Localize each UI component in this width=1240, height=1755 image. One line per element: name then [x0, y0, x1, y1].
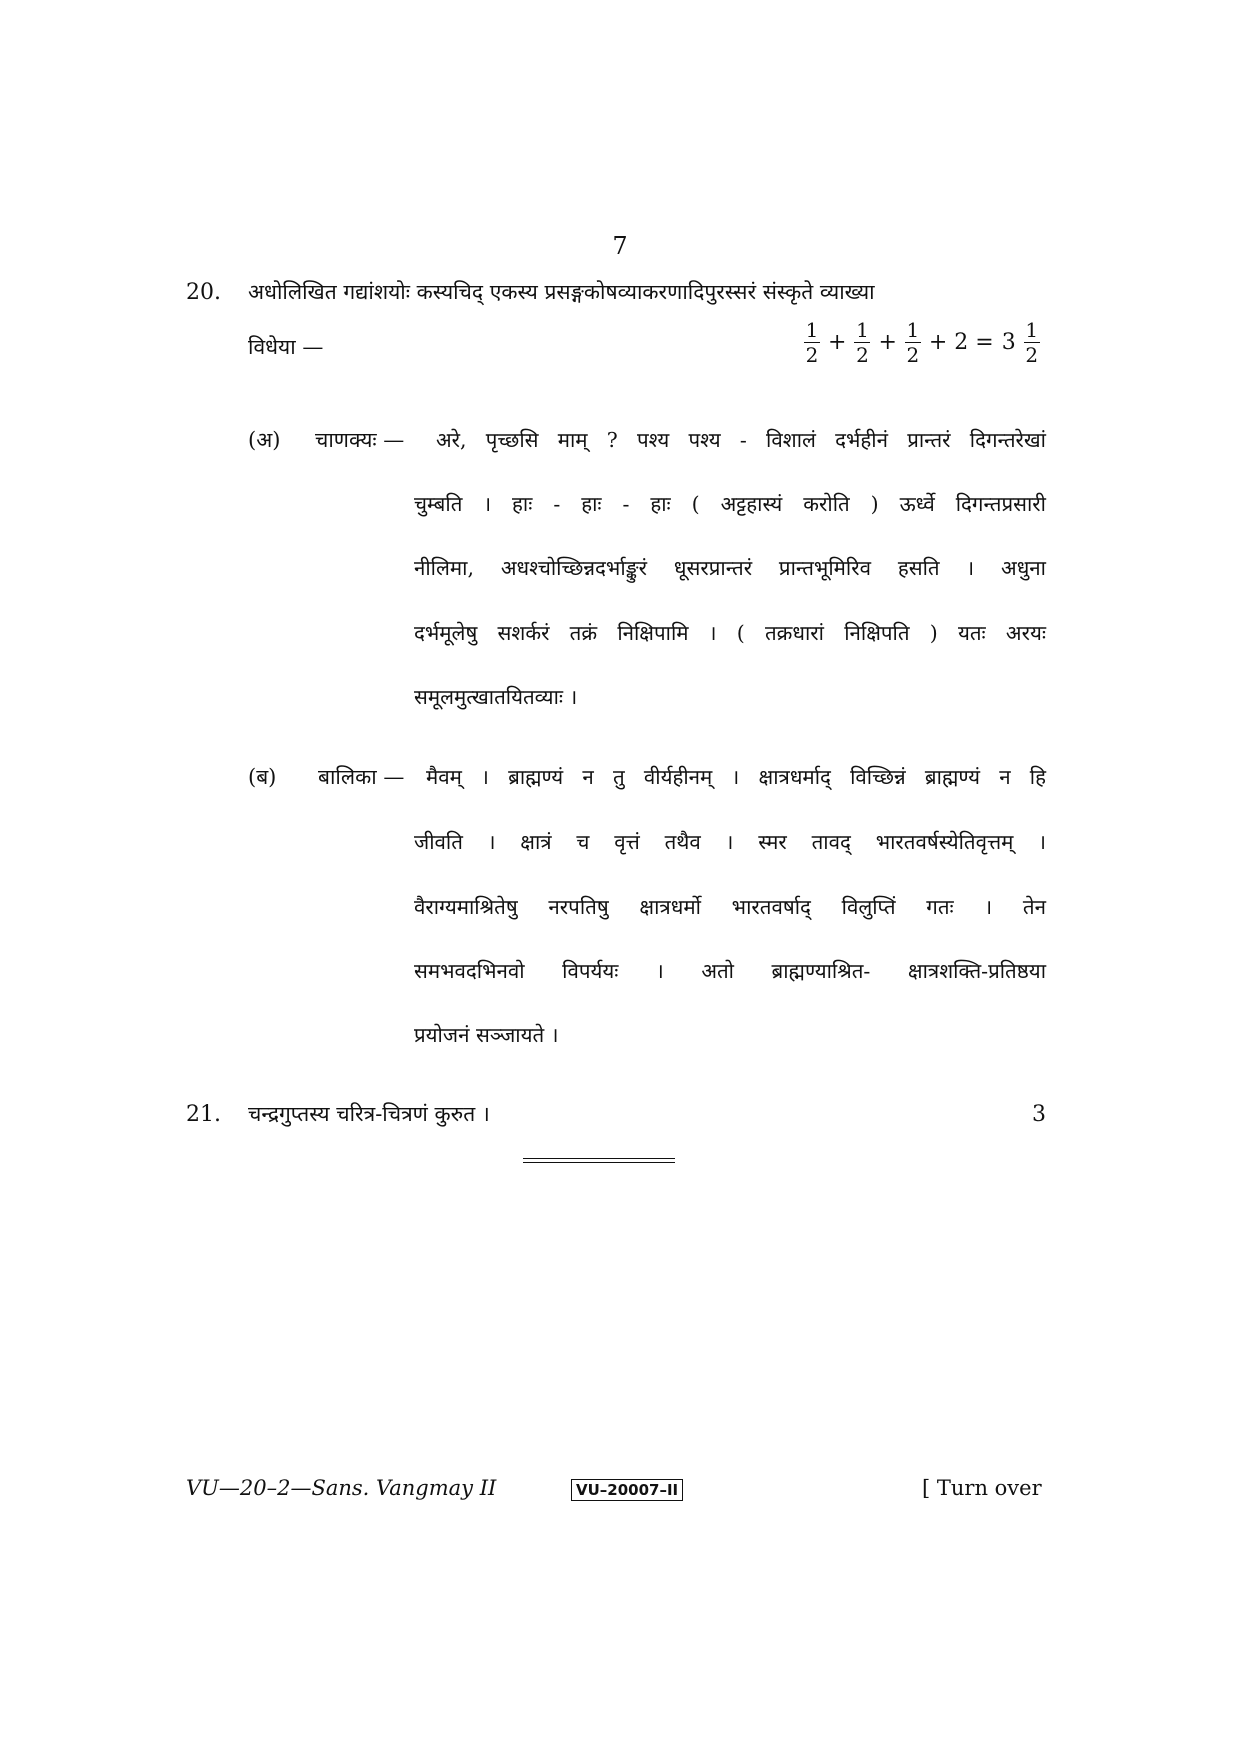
marks-plus: + [878, 330, 897, 355]
part-a-label: (अ) [248, 428, 281, 452]
footer-turn-over: [ Turn over [922, 1476, 1042, 1500]
marks-plus-two: + 2 = [928, 330, 994, 355]
part-b-line: मैवम् । ब्राह्मण्यं न तु वीर्यहीनम् । क्षात्रधर्माद् विच्छिन्नं ब्राह्मण्यं न हि [426, 765, 1046, 789]
marks-whole: 3 [1001, 330, 1016, 355]
footer-code-box: VU–20007–II [571, 1479, 683, 1501]
part-b-line: समभवदभिनवो विपर्ययः । अतो ब्राह्मण्याश्रित- क्षात्रशक्ति-प्रतिष्ठया [414, 959, 1046, 983]
question-21-marks: 3 [1032, 1102, 1046, 1127]
marks-fraction: $\frac{1}{2}$ [1025, 318, 1039, 367]
question-20-text-line1: अधोलिखित गद्यांशयोः कस्यचिद् एकस्य प्रसङ्गकोषव्याकरणादिपुरस्सरं संस्कृते व्याख्या [248, 280, 875, 304]
part-b-line: जीवति । क्षात्रं च वृत्तं तथैव । स्मर तावद् भारतवर्षस्येतिवृत्तम् । [414, 830, 1046, 854]
question-20-text-line2: विधेया — [248, 335, 324, 359]
question-21-text: चन्द्रगुप्तस्य चरित्र-चित्रणं कुरुत । [248, 1102, 490, 1126]
question-20-number: 20. [186, 280, 221, 305]
part-b-speaker: बालिका — [318, 765, 405, 789]
part-b-line: वैराग्यमाश्रितेषु नरपतिषु क्षात्रधर्मो भारतवर्षाद् विलुप्तिं गतः । तेन [414, 895, 1046, 919]
question-20-marks [804, 320, 1040, 365]
marks-fraction: $\frac{1}{2}$ [856, 318, 869, 367]
page-number: 7 [612, 232, 628, 260]
part-b-line: प्रयोजनं सञ्जायते । [414, 1023, 559, 1047]
end-double-rule [523, 1158, 675, 1163]
part-a-line: चुम्बति । हाः - हाः - हाः ( अट्टहास्यं करोति ) ऊर्ध्वे दिगन्तप्रसारी [414, 492, 1046, 516]
marks-fraction: $\frac{1}{2}$ [906, 318, 920, 367]
part-a-line: अरे, पृच्छसि माम् ? पश्य पश्य - विशालं दर्भहीनं प्रान्तरं दिगन्तरेखां [436, 428, 1046, 452]
part-a-speaker: चाणक्यः — [315, 428, 405, 452]
question-21-number: 21. [186, 1102, 221, 1127]
marks-plus: + [828, 330, 847, 355]
part-a-line: समूलमुत्खातयितव्याः । [414, 685, 578, 709]
part-b-label: (ब) [248, 765, 277, 789]
part-a-line: नीलिमा, अधश्चोच्छिन्नदर्भाङ्कुरं धूसरप्रान्तरं प्रान्तभूमिरिव हसति । अधुना [414, 556, 1046, 580]
footer-paper-name: VU—20–2—Sans. Vangmay II [186, 1476, 497, 1500]
marks-fraction: $\frac{1}{2}$ [805, 318, 819, 367]
part-a-line: दर्भमूलेषु सशर्करं तक्रं निक्षिपामि । ( तक्रधारां निक्षिपति ) यतः अरयः [414, 621, 1046, 645]
